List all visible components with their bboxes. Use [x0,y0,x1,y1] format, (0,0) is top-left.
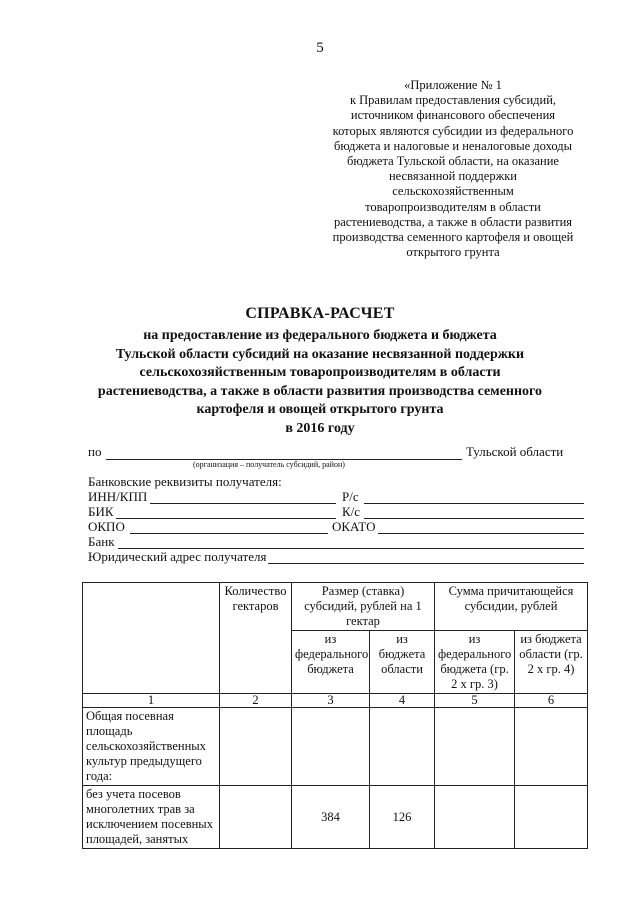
cell-amount-regional[interactable] [515,708,588,786]
legal-address-label: Юридический адрес получателя [88,549,267,564]
title-line: в 2016 году [285,420,355,436]
bik-field-line[interactable] [116,518,336,519]
cell-rate-federal: 384 [292,786,370,849]
title-line: Тульской области субсидий на оказание несвязанной поддержки [115,346,525,362]
table-row [83,786,588,849]
column-number: 6 [515,694,588,708]
appendix-line: источником финансового обеспечения [350,108,556,123]
rs-field-line[interactable] [364,503,584,504]
row-label: без учета посевов многолетних трав за исключением посевных площадей, занятых [83,786,220,849]
header-rate-federal: из федерального бюджета [292,631,370,694]
document-title: СПРАВКА-РАСЧЕТ [245,305,395,322]
recipient-caption: (организация – получатель субсидий, район) [193,460,345,469]
header-amount: Сумма причитающейся субсидии, рублей [435,583,588,631]
cell-rate-regional [370,708,435,786]
appendix-line: несвязанной поддержки [388,169,517,184]
column-number: 1 [83,694,220,708]
bank-details-label: Банковские реквизиты получателя: [88,474,282,489]
cell-rate-regional: 126 [370,786,435,849]
rs-label: Р/с [342,489,359,504]
okato-label: ОКАТО [332,519,376,534]
title-line: растениеводства, а также в области развития производства семенного [97,383,543,399]
okato-field-line[interactable] [378,533,584,534]
okpo-label: ОКПО [88,519,125,534]
page-number: 5 [316,40,324,56]
row-label: Общая посевная площадь сельскохозяйственных культур предыдущего года: [83,708,220,786]
appendix-line: растениеводства, а также в области развития [333,214,573,229]
document-title-block [60,305,580,438]
header-rate-regional: из бюджета области [370,631,435,694]
cell-amount-federal[interactable] [435,786,515,849]
appendix-line: бюджета и налоговые и неналоговые доходы [333,138,573,153]
cell-rate-federal [292,708,370,786]
header-hectares: Количество гектаров [220,583,292,694]
cell-amount-regional[interactable] [515,786,588,849]
column-number-row [83,694,588,708]
title-line: на предоставление из федерального бюджета и бюджета [143,328,497,343]
table-header-row [83,583,588,631]
appendix-line: которых являются субсидии из федерального [332,123,574,138]
appendix-line: открытого грунта [406,245,500,260]
bank-label: Банк [88,534,115,549]
column-number: 5 [435,694,515,708]
title-line: картофеля и овощей открытого грунта [196,402,444,417]
okpo-field-line[interactable] [130,533,328,534]
appendix-line: бюджета Тульской области, на оказание [347,154,559,169]
header-rate: Размер (ставка) субсидий, рублей на 1 гектар [292,583,435,631]
subsidy-table [82,582,588,849]
appendix-note [318,78,588,260]
appendix-line: товаропроизводителям в области [365,199,541,214]
appendix-line: «Приложение № 1 [404,78,502,92]
column-number: 2 [220,694,292,708]
legal-address-field-line[interactable] [268,563,584,564]
appendix-line: сельскохозяйственным [392,184,514,199]
cell-hectares[interactable] [220,786,292,849]
inn-kpp-field-line[interactable] [150,503,336,504]
ks-field-line[interactable] [364,518,584,519]
header-amount-federal: из федерального бюджета (гр. 2 х гр. 3) [435,631,515,694]
ks-label: К/с [342,504,361,519]
po-label: по [88,444,102,459]
appendix-line: к Правилам предоставления субсидий, [349,93,557,108]
header-amount-regional: из бюджета области (гр. 2 х гр. 4) [515,631,588,694]
cell-hectares[interactable] [220,708,292,786]
header-empty-cell [83,583,220,694]
cell-amount-federal[interactable] [435,708,515,786]
bik-label: БИК [88,504,114,519]
region-label: Тульской области [466,444,564,459]
inn-kpp-label: ИНН/КПП [88,489,148,504]
table-row [83,708,588,786]
title-line: сельскохозяйственным товаропроизводителям в области [139,365,501,380]
column-number: 4 [370,694,435,708]
column-number: 3 [292,694,370,708]
appendix-line: производства семенного картофеля и овощей [332,230,574,245]
